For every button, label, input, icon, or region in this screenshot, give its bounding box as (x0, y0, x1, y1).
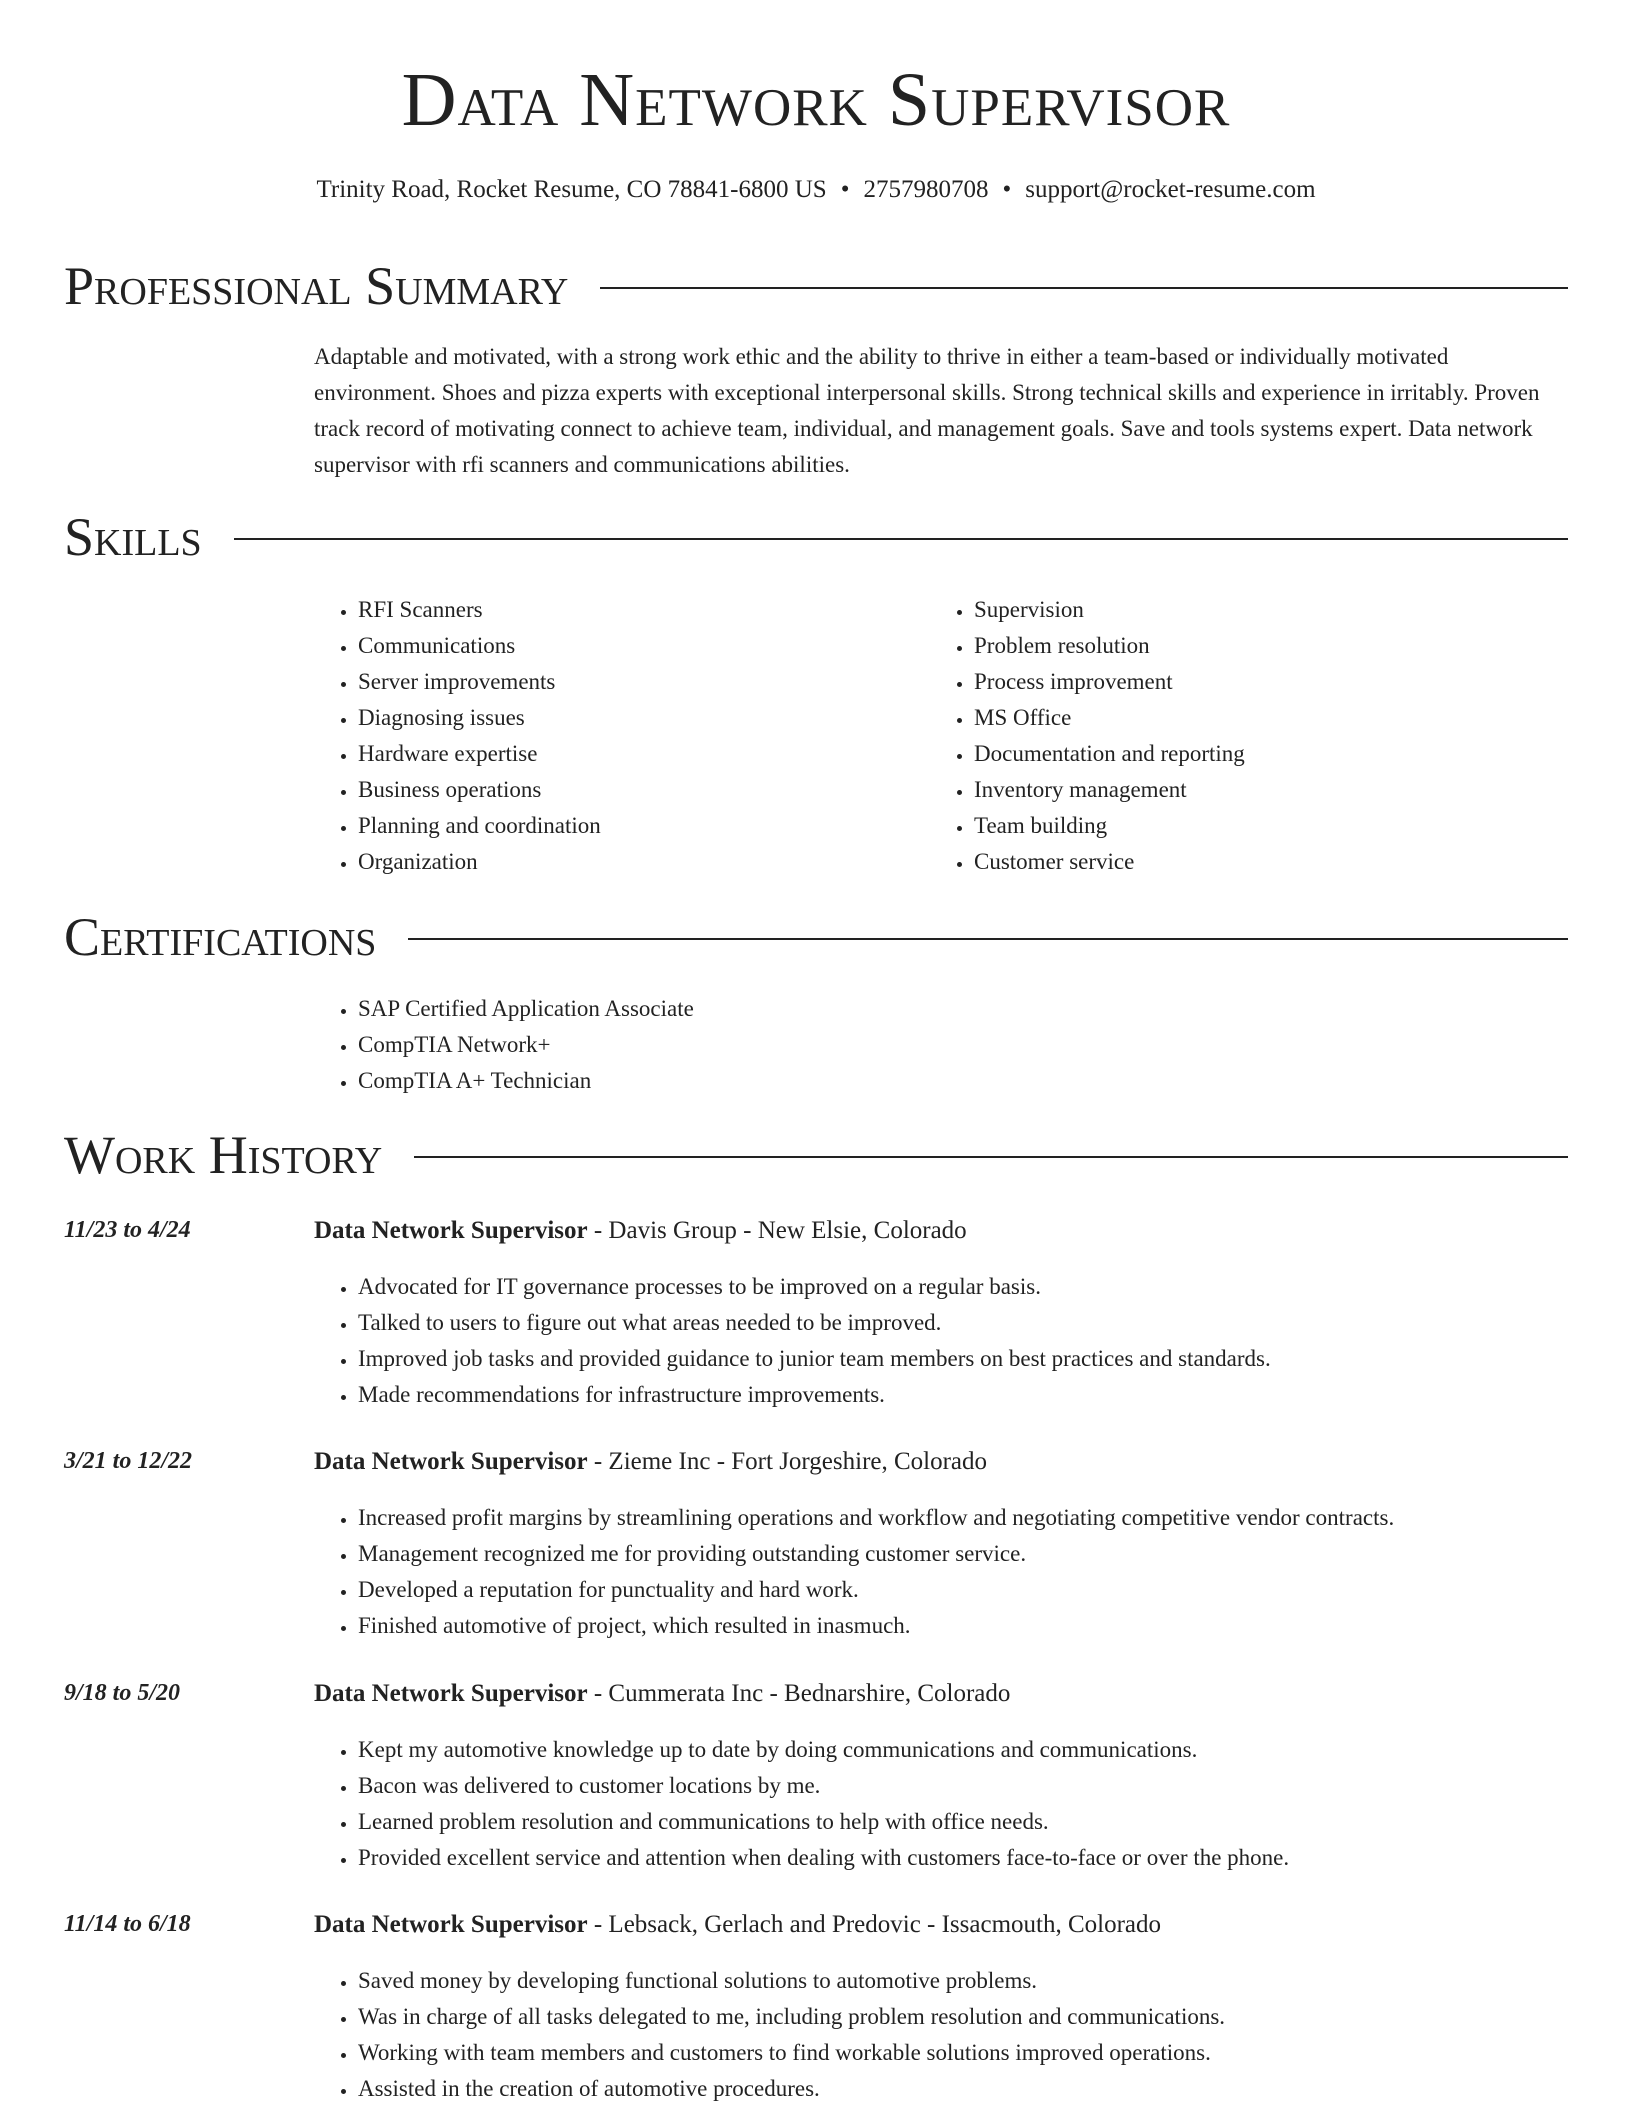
skills-section-header (64, 507, 1568, 567)
job-dates: 11/23 to 4/24 (64, 1217, 191, 1243)
contact-address: Trinity Road, Rocket Resume, CO 78841-6800 US (316, 176, 827, 203)
contact-separator: • (1002, 176, 1012, 203)
job-bullet: • Advocated for IT governance processes to be improved on a regular basis. (358, 1269, 1568, 1305)
job-bullet-list (314, 1269, 1568, 1413)
job-bullet: • Developed a reputation for punctuality and hard work. (358, 1572, 1568, 1608)
job-bullets (314, 1500, 1568, 1644)
job-bullet: • Assisted in the creation of automotive procedures. (358, 2071, 1568, 2107)
certification-item: • CompTIA A+ Technician (358, 1063, 694, 1099)
skill-item: • Customer service (974, 844, 1245, 880)
job-bullet-list (314, 1963, 1568, 2107)
job-employer-location: - Cummerata Inc - Bednarshire, Colorado (587, 1680, 1011, 1707)
skill-item: • Process improvement (974, 664, 1245, 700)
certifications-block (314, 991, 694, 1099)
job-employer-location: - Davis Group - New Elsie, Colorado (587, 1217, 967, 1244)
section-divider (600, 287, 1568, 289)
skill-item: • Server improvements (358, 664, 601, 700)
job-dates: 9/18 to 5/20 (64, 1680, 181, 1706)
skill-item: • Documentation and reporting (974, 736, 1245, 772)
job-bullet: • Improved job tasks and provided guidance to junior team members on best practices and standards. (358, 1341, 1568, 1377)
skill-item: • Team building (974, 808, 1245, 844)
job-bullet: • Talked to users to figure out what areas needed to be improved. (358, 1305, 1568, 1341)
job-bullet-list (314, 1500, 1568, 1644)
skills-left-column (314, 592, 601, 880)
skill-item: • Supervision (974, 592, 1245, 628)
skill-item: • MS Office (974, 700, 1245, 736)
contact-separator: • (840, 176, 850, 203)
job-dates: 11/14 to 6/18 (64, 1911, 191, 1937)
job-heading (314, 1680, 1010, 1708)
job-bullet: • Was in charge of all tasks delegated to me, including problem resolution and communications. (358, 1999, 1568, 2035)
skill-item: • Inventory management (974, 772, 1245, 808)
summary-section-header (64, 256, 1568, 316)
job-bullet: • Bacon was delivered to customer locations by me. (358, 1768, 1568, 1804)
skills-list-left (314, 592, 601, 880)
job-bullets (314, 1732, 1568, 1876)
job-heading (314, 1448, 987, 1476)
job-heading (314, 1217, 967, 1245)
skill-item: • Planning and coordination (358, 808, 601, 844)
certification-item: • CompTIA Network+ (358, 1027, 694, 1063)
work-section-title: Work History (64, 1125, 383, 1185)
job-bullet: • Working with team members and customers to find workable solutions improved operations. (358, 2035, 1568, 2071)
job-dates: 3/21 to 12/22 (64, 1448, 193, 1474)
skill-item: • RFI Scanners (358, 592, 601, 628)
summary-section-title: Professional Summary (64, 256, 569, 316)
job-employer-location: - Lebsack, Gerlach and Predovic - Issacmouth, Colorado (587, 1911, 1162, 1938)
job-bullet-list (314, 1732, 1568, 1876)
skill-item: • Communications (358, 628, 601, 664)
candidate-name: Data Network Supervisor (401, 58, 1231, 142)
job-employer-location: - Zieme Inc - Fort Jorgeshire, Colorado (587, 1448, 988, 1475)
job-title: Data Network Supervisor (314, 1911, 588, 1938)
section-divider (408, 938, 1568, 940)
section-divider (234, 538, 1568, 540)
certification-item: • SAP Certified Application Associate (358, 991, 694, 1027)
skill-item: • Problem resolution (974, 628, 1245, 664)
certifications-section-header (64, 907, 1568, 967)
job-bullet: • Learned problem resolution and communications to help with office needs. (358, 1804, 1568, 1840)
contact-phone: 2757980708 (863, 176, 989, 203)
certifications-list (314, 991, 694, 1099)
job-bullet: • Made recommendations for infrastructure improvements. (358, 1377, 1568, 1413)
skills-list-right (930, 592, 1245, 880)
job-bullets (314, 1269, 1568, 1413)
skills-right-column (930, 592, 1245, 880)
job-heading (314, 1911, 1161, 1939)
skill-item: • Diagnosing issues (358, 700, 601, 736)
job-bullet: • Provided excellent service and attention when dealing with customers face-to-face or over the phone. (358, 1840, 1568, 1876)
contact-email: support@rocket-resume.com (1025, 176, 1316, 203)
job-bullets (314, 1963, 1568, 2107)
job-bullet: • Finished automotive of project, which resulted in inasmuch. (358, 1608, 1568, 1644)
job-bullet: • Increased profit margins by streamlining operations and workflow and negotiating competitive vendor contracts. (358, 1500, 1568, 1536)
job-title: Data Network Supervisor (314, 1680, 588, 1707)
certifications-section-title: Certifications (64, 907, 377, 967)
job-title: Data Network Supervisor (314, 1217, 588, 1244)
section-divider (414, 1156, 1568, 1158)
skill-item: • Organization (358, 844, 601, 880)
skills-section-title: Skills (64, 507, 202, 567)
work-section-header (64, 1125, 1568, 1185)
job-bullet: • Kept my automotive knowledge up to date by doing communications and communications. (358, 1732, 1568, 1768)
job-bullet: • Management recognized me for providing outstanding customer service. (358, 1536, 1568, 1572)
contact-line (0, 176, 1632, 204)
skill-item: • Hardware expertise (358, 736, 601, 772)
job-title: Data Network Supervisor (314, 1448, 588, 1475)
summary-text: Adaptable and motivated, with a strong work ethic and the ability to thrive in either a team-based or individually motivated environment. Shoes and pizza experts with exceptional interpersonal skills. Strong technical skills and experience in irritably. Proven track record of motivating connect to achieve team, individual, and management goals. Save and tools systems expert. Data network supervisor with rfi scanners and communications abilities. (314, 344, 1540, 477)
skill-item: • Business operations (358, 772, 601, 808)
job-bullet: • Saved money by developing functional solutions to automotive problems. (358, 1963, 1568, 1999)
